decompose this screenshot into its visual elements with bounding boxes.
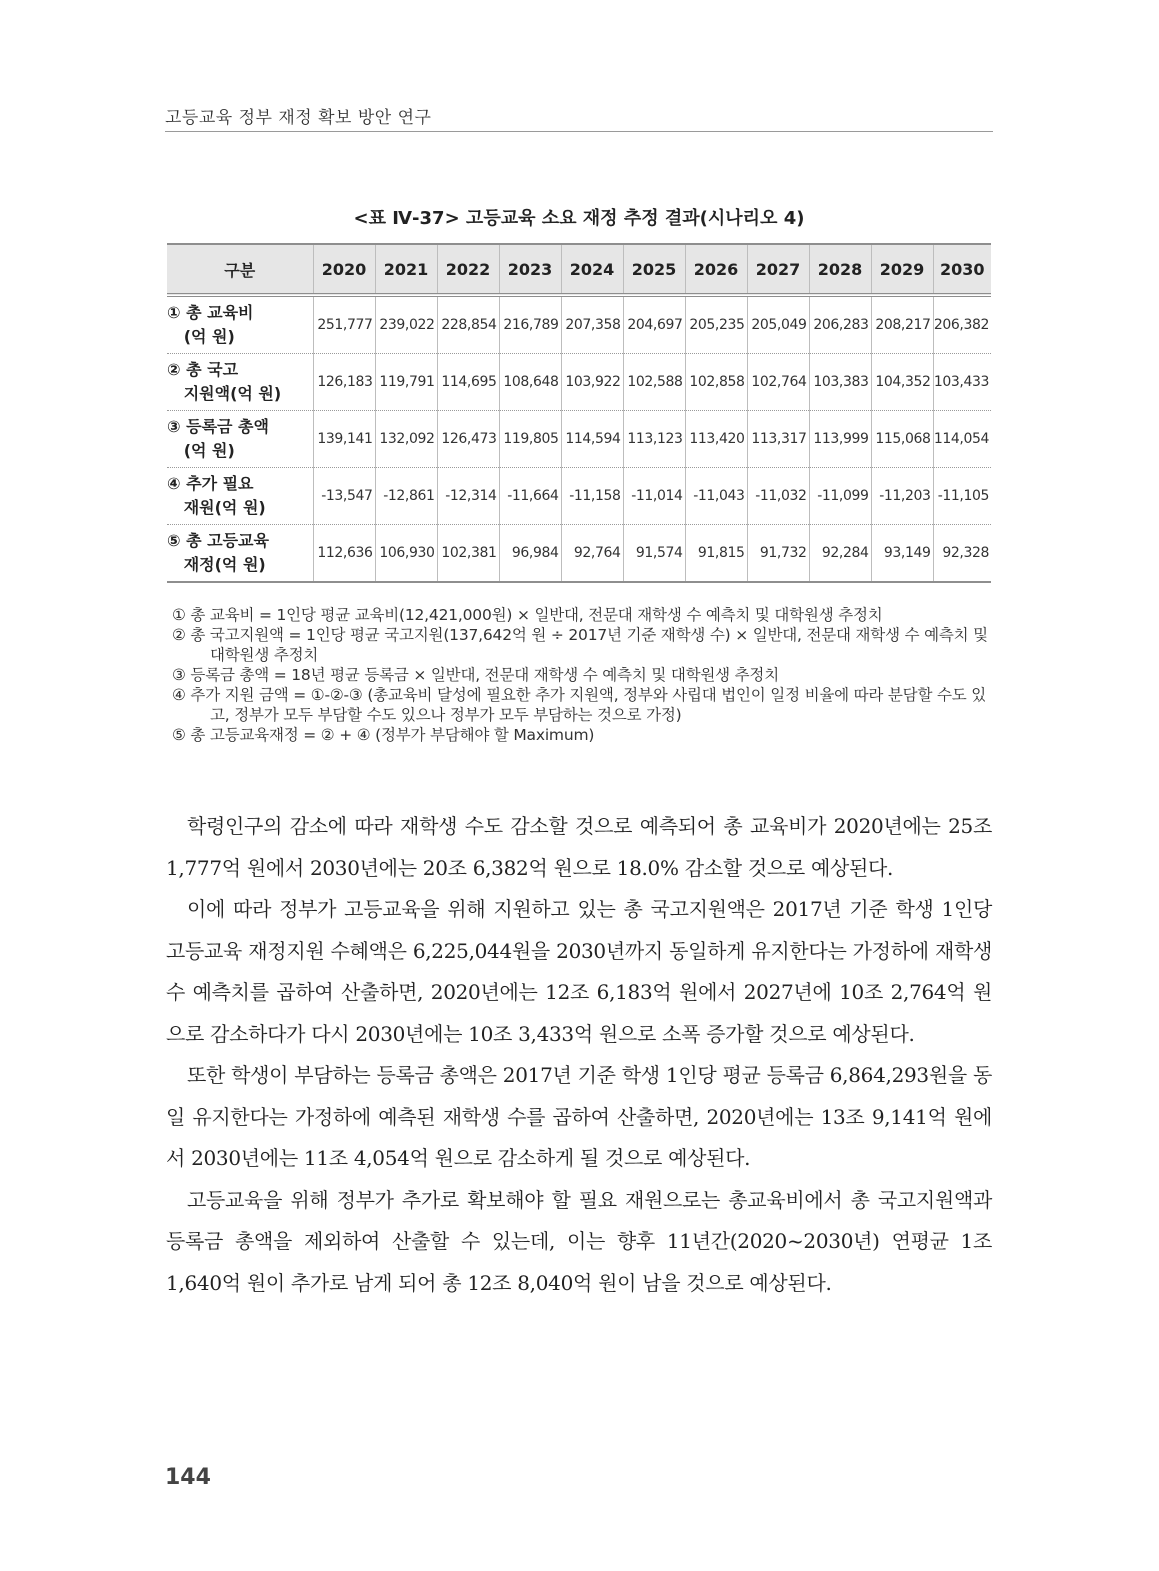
table-cell: 103,383 bbox=[809, 354, 871, 411]
table-cell: 119,791 bbox=[375, 354, 437, 411]
table-cell: -11,099 bbox=[809, 468, 871, 525]
header-divider bbox=[165, 131, 993, 132]
table-cell: 92,328 bbox=[933, 525, 991, 583]
table-cell: 103,433 bbox=[933, 354, 991, 411]
table-cell: 92,284 bbox=[809, 525, 871, 583]
table-row bbox=[167, 354, 991, 411]
table-cell: -11,032 bbox=[747, 468, 809, 525]
table-cell: 92,764 bbox=[561, 525, 623, 583]
column-header: 2023 bbox=[499, 244, 561, 295]
table-header-row bbox=[167, 244, 991, 295]
table-cell: 114,695 bbox=[437, 354, 499, 411]
table-cell: 206,283 bbox=[809, 295, 871, 354]
column-header: 2021 bbox=[375, 244, 437, 295]
table-cell: 132,092 bbox=[375, 411, 437, 468]
table-cell: -11,203 bbox=[871, 468, 933, 525]
table-cell: -11,043 bbox=[685, 468, 747, 525]
row-label: ④ 추가 필요 재원(억 원) bbox=[167, 468, 313, 525]
table-cell: 205,049 bbox=[747, 295, 809, 354]
table-row bbox=[167, 525, 991, 583]
table-cell: 102,858 bbox=[685, 354, 747, 411]
table-cell: 102,381 bbox=[437, 525, 499, 583]
row-label: ① 총 교육비 (억 원) bbox=[167, 295, 313, 354]
column-header: 2030 bbox=[933, 244, 991, 295]
table-note: ④ 추가 지원 금액 = ①-②-③ (총교육비 달성에 필요한 추가 지원액, 정부와 사립대 법인이 일정 비율에 따라 분담할 수도 있고, 정부가 모두 부담할 수도 있으나 정부가 모두 부담하는 것으로 가정) bbox=[172, 686, 986, 724]
table-cell: 126,183 bbox=[313, 354, 375, 411]
table-row bbox=[167, 295, 991, 354]
table-note: ① 총 교육비 = 1인당 평균 교육비(12,421,000원) × 일반대, 전문대 재학생 수 예측치 및 대학원생 추정치 bbox=[172, 606, 883, 624]
column-header: 2026 bbox=[685, 244, 747, 295]
table-cell: 113,999 bbox=[809, 411, 871, 468]
table-cell: -11,664 bbox=[499, 468, 561, 525]
column-header: 2022 bbox=[437, 244, 499, 295]
table-cell: -13,547 bbox=[313, 468, 375, 525]
table-cell: -12,314 bbox=[437, 468, 499, 525]
table-cell: 96,984 bbox=[499, 525, 561, 583]
table-cell: 113,123 bbox=[623, 411, 685, 468]
row-label: ② 총 국고 지원액(억 원) bbox=[167, 354, 313, 411]
table-cell: 228,854 bbox=[437, 295, 499, 354]
column-header: 2020 bbox=[313, 244, 375, 295]
column-header: 2029 bbox=[871, 244, 933, 295]
table-cell: 108,648 bbox=[499, 354, 561, 411]
row-label: ⑤ 총 고등교육 재정(억 원) bbox=[167, 525, 313, 583]
column-header: 2027 bbox=[747, 244, 809, 295]
table-cell: 114,054 bbox=[933, 411, 991, 468]
row-label: ③ 등록금 총액 (억 원) bbox=[167, 411, 313, 468]
table-cell: 114,594 bbox=[561, 411, 623, 468]
table-notes bbox=[172, 605, 992, 745]
table-cell: -11,014 bbox=[623, 468, 685, 525]
table-cell: 112,636 bbox=[313, 525, 375, 583]
body-text bbox=[166, 806, 992, 1304]
table-cell: 91,732 bbox=[747, 525, 809, 583]
table-cell: -11,105 bbox=[933, 468, 991, 525]
table-cell: 126,473 bbox=[437, 411, 499, 468]
page-number: 144 bbox=[165, 1465, 211, 1490]
table-cell: 251,777 bbox=[313, 295, 375, 354]
table-cell: 113,420 bbox=[685, 411, 747, 468]
table-cell: 91,815 bbox=[685, 525, 747, 583]
table-cell: 104,352 bbox=[871, 354, 933, 411]
table-cell: 113,317 bbox=[747, 411, 809, 468]
table-cell: 102,588 bbox=[623, 354, 685, 411]
table-cell: -11,158 bbox=[561, 468, 623, 525]
table-note: ③ 등록금 총액 = 18년 평균 등록금 × 일반대, 전문대 재학생 수 예측치 및 대학원생 추정치 bbox=[172, 666, 779, 684]
table-row bbox=[167, 468, 991, 525]
table-cell: 103,922 bbox=[561, 354, 623, 411]
column-header: 2025 bbox=[623, 244, 685, 295]
body-paragraph: 이에 따라 정부가 고등교육을 위해 지원하고 있는 총 국고지원액은 2017년 기준 학생 1인당 고등교육 재정지원 수혜액은 6,225,044원을 2030년까지 동일하게 유지한다는 가정하에 재학생 수 예측치를 곱하여 산출하면, 2020년에는 12조 6,183억 원에서 2027년에 10조 2,764억 원으로 감소하다가 다시 2030년에는 10조 3,433억 원으로 소폭 증가할 것으로 예상된다. bbox=[166, 897, 992, 1046]
body-paragraph: 고등교육을 위해 정부가 추가로 확보해야 할 필요 재원으로는 총교육비에서 총 국고지원액과 등록금 총액을 제외하여 산출할 수 있는데, 이는 향후 11년간(2020~2030년) 연평균 1조 1,640억 원이 추가로 남게 되어 총 12조 8,040억 원이 남을 것으로 예상된다. bbox=[166, 1187, 992, 1295]
running-header: 고등교육 정부 재정 확보 방안 연구 bbox=[165, 108, 432, 128]
table-cell: 208,217 bbox=[871, 295, 933, 354]
table-cell: 139,141 bbox=[313, 411, 375, 468]
table-cell: 119,805 bbox=[499, 411, 561, 468]
budget-estimate-table bbox=[167, 243, 991, 583]
table-cell: 206,382 bbox=[933, 295, 991, 354]
table-cell: 204,697 bbox=[623, 295, 685, 354]
table-note: ⑤ 총 고등교육재정 = ② + ④ (정부가 부담해야 할 Maximum) bbox=[172, 726, 595, 744]
column-header: 2028 bbox=[809, 244, 871, 295]
column-header: 2024 bbox=[561, 244, 623, 295]
table-row bbox=[167, 411, 991, 468]
table-title: <표 Ⅳ-37> 고등교육 소요 재정 추정 결과(시나리오 4) bbox=[353, 208, 805, 229]
table-note: ② 총 국고지원액 = 1인당 평균 국고지원(137,642억 원 ÷ 2017년 기준 재학생 수) × 일반대, 전문대 재학생 수 예측치 및 대학원생 추정치 bbox=[172, 626, 988, 664]
table-cell: 207,358 bbox=[561, 295, 623, 354]
table-cell: 239,022 bbox=[375, 295, 437, 354]
table-cell: 205,235 bbox=[685, 295, 747, 354]
table-cell: 115,068 bbox=[871, 411, 933, 468]
table-cell: 216,789 bbox=[499, 295, 561, 354]
table-body bbox=[167, 295, 991, 582]
table-cell: 106,930 bbox=[375, 525, 437, 583]
body-paragraph: 또한 학생이 부담하는 등록금 총액은 2017년 기준 학생 1인당 평균 등록금 6,864,293원을 동일 유지한다는 가정하에 예측된 재학생 수를 곱하여 산출하면, 2020년에는 13조 9,141억 원에서 2030년에는 11조 4,054억 원으로 감소하게 될 것으로 예상된다. bbox=[166, 1063, 992, 1170]
body-paragraph: 학령인구의 감소에 따라 재학생 수도 감소할 것으로 예측되어 총 교육비가 2020년에는 25조 1,777억 원에서 2030년에는 20조 6,382억 원으로 18.0% 감소할 것으로 예상된다. bbox=[166, 814, 992, 880]
table-cell: 102,764 bbox=[747, 354, 809, 411]
table-cell: -12,861 bbox=[375, 468, 437, 525]
column-header: 구분 bbox=[167, 244, 313, 295]
table-cell: 91,574 bbox=[623, 525, 685, 583]
table-cell: 93,149 bbox=[871, 525, 933, 583]
